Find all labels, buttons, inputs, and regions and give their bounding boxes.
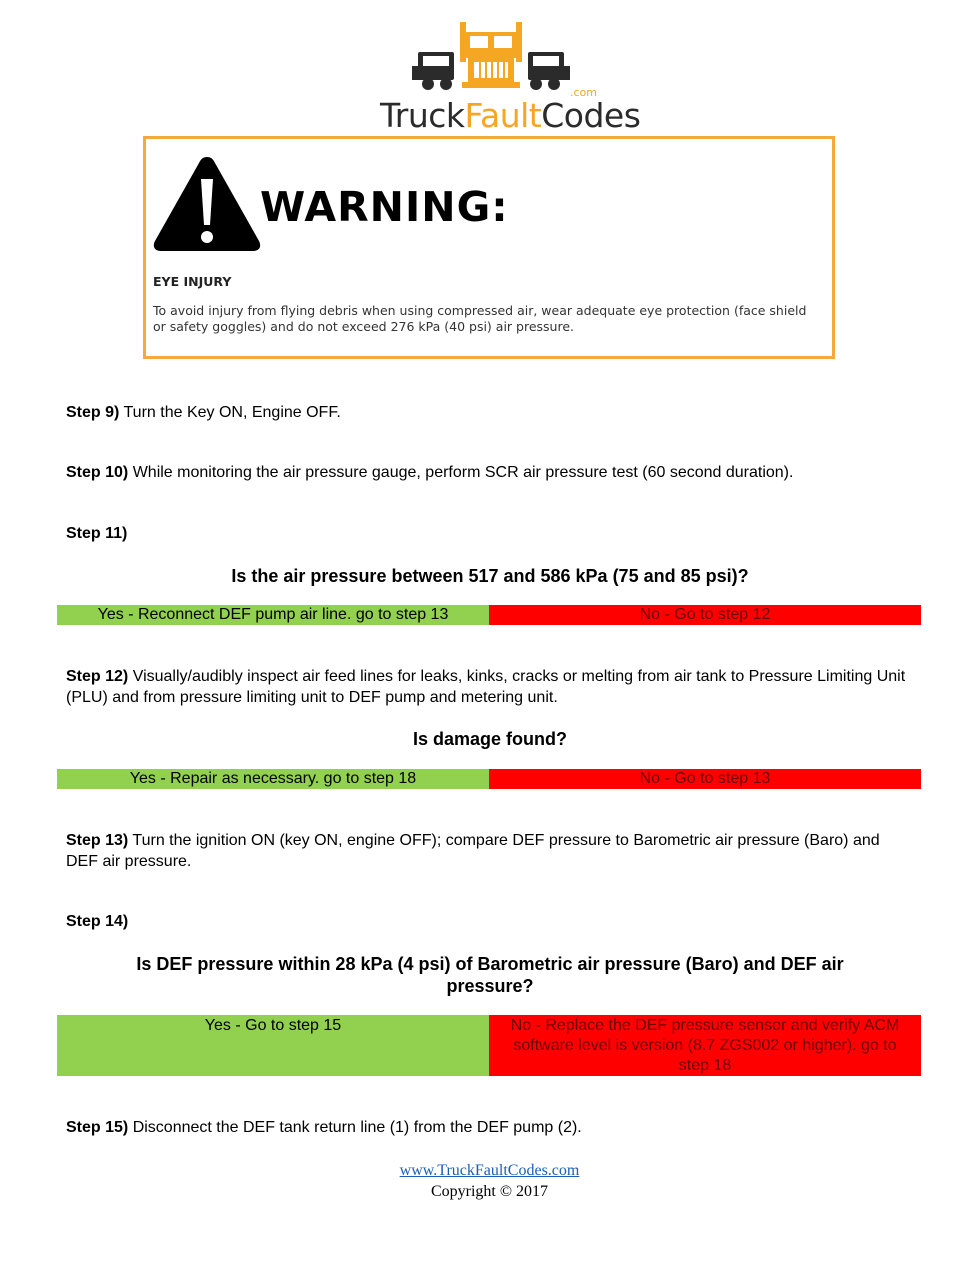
logo-part-truck: Truck — [380, 96, 465, 135]
logo-part-fault: Fault — [464, 96, 542, 135]
step-13-text: Turn the ignition ON (key ON, engine OFF); compare DEF pressure to Barometric air pressure (Baro) and DEF air pressure. — [66, 832, 880, 870]
logo-part-codes: Codes — [541, 96, 641, 135]
step-14-label: Step 14) — [66, 913, 129, 930]
warning-text: To avoid injury from flying debris when using compressed air, wear adequate eye protection (face shield or safety goggles) and do not exceed 276 kPa (40 psi) air pressure. — [153, 303, 807, 334]
step-13 — [66, 830, 906, 872]
warning-title: WARNING: — [260, 183, 509, 231]
step-11 — [66, 523, 906, 544]
question-step-11: Is the air pressure between 517 and 586 kPa (75 and 85 psi)? — [231, 566, 749, 586]
question-step-12: Is damage found? — [412, 729, 567, 749]
warning-subtitle: EYE INJURY — [153, 274, 232, 289]
answer-yes-step-12: Yes - Repair as necessary. go to step 18 — [57, 769, 489, 789]
logo-wordmark — [380, 96, 641, 135]
step-15 — [66, 1117, 906, 1138]
step-15-text: Disconnect the DEF tank return line (1) from the DEF pump (2). — [128, 1119, 582, 1136]
answer-row-step-11 — [57, 605, 921, 625]
site-logo — [380, 18, 641, 135]
answer-no-step-11: No - Go to step 12 — [489, 605, 921, 625]
step-12-text: Visually/audibly inspect air feed lines for leaks, kinks, cracks or melting from air tank to Pressure Limiting Unit (PLU) and from pressure limiting unit to DEF pump and metering unit. — [66, 668, 906, 706]
answer-no-step-12: No - Go to step 13 — [489, 769, 921, 789]
step-13-label: Step 13) — [66, 832, 129, 849]
step-15-label: Step 15) — [66, 1119, 129, 1136]
footer-copyright: Copyright © 2017 — [430, 1183, 549, 1200]
question-step-14: Is DEF pressure within 28 kPa (4 psi) of Barometric air pressure (Baro) and DEF air pressure? — [136, 954, 844, 996]
answer-yes-step-11: Yes - Reconnect DEF pump air line. go to step 13 — [57, 605, 489, 625]
step-9-text: Turn the Key ON, Engine OFF. — [119, 404, 341, 421]
footer — [0, 1160, 979, 1202]
answer-no-step-14: No - Replace the DEF pressure sensor and verify ACM software level is version (8.7 ZGS002 or higher). go to step 18 — [489, 1015, 921, 1076]
step-14 — [66, 911, 906, 932]
step-9-label: Step 9) — [66, 404, 120, 421]
answer-row-step-14 — [57, 1015, 921, 1076]
footer-link[interactable]: www.TruckFaultCodes.com — [399, 1162, 580, 1179]
step-10-label: Step 10) — [66, 464, 129, 481]
logo-com: .com — [570, 86, 597, 99]
step-11-label: Step 11) — [66, 525, 128, 542]
step-10-text: While monitoring the air pressure gauge, perform SCR air pressure test (60 second duration). — [128, 464, 794, 481]
warning-triangle-icon — [151, 153, 263, 255]
step-10 — [66, 462, 906, 483]
answer-yes-step-14: Yes - Go to step 15 — [57, 1015, 489, 1076]
warning-box — [143, 136, 835, 359]
step-12-label: Step 12) — [66, 668, 129, 685]
answer-row-step-12 — [57, 769, 921, 789]
step-12 — [66, 666, 906, 708]
truck-icon — [380, 18, 602, 98]
step-9 — [66, 402, 906, 423]
